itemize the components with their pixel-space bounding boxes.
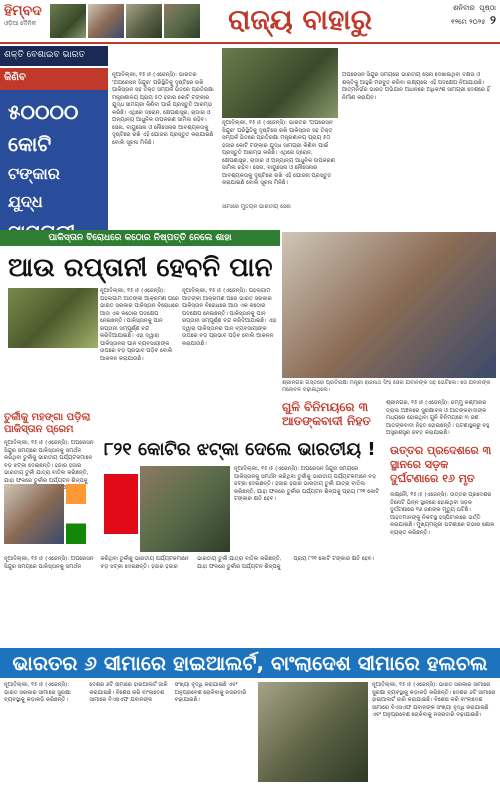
section-title: ରାଜ୍ୟ ବାହାରୁ xyxy=(228,3,372,36)
border-alert-headline: ଭାରତର ୬ ସୀମାରେ ହାଇଆଲର୍ଟ, ବାଂଲାଦେଶ ସୀମାରେ ହଲଚଲ xyxy=(0,648,500,678)
rajnath-photo-caption: ଶ୍ରୀନଗର ଗସ୍ତରେ ପ୍ରତିରକ୍ଷା ମନ୍ତ୍ରୀ ରାଜନାଥ ସିଂହ ସେନା ଯବାନଙ୍କ ସହ ଭେଟିଲେ। ସେ ଯବାନଙ୍କ ମନୋବଳ ବଢ଼ାଇଥିଲେ। xyxy=(282,380,491,393)
masthead-photo-strip xyxy=(50,4,200,38)
newspaper-logo[interactable] xyxy=(4,2,50,40)
lead-headline-block xyxy=(0,90,108,230)
army-photo xyxy=(222,48,338,118)
turkey-article-body: ନୂଆଦିଲ୍ଲୀ, ୧୫।୫ (ଏଜେନ୍ସି): ଅପରେସନ ସିନ୍ଦୁର ସମୟରେ ପାକିସ୍ତାନକୁ ସମର୍ଥନ କରିଥିବା ତୁର୍କୀକୁ ଭାରତୀୟ ପର୍ଯ୍ୟଟକମାନେ ବଡ଼ ଝଟ୍କା ଦେଇଛନ୍ତି। ହଜାର ହଜାର ଭାରତୀୟ ତୁର୍କୀ ଯାତ୍ରା ବାତିଲ କରିଛନ୍ତି, ଯାହା ଫଳରେ ତୁର୍କୀର ପର୍ଯ୍ୟଟନ ଶିଳ୍ପକୁ ପ୍ରାୟ ୮୨୧ କୋଟି ଟଙ୍କାର କ୍ଷତି ହେବ। xyxy=(234,466,380,502)
bsf-soldiers-photo xyxy=(258,682,368,782)
encounter-article-body: ଶ୍ରୀନଗର, ୧୫।୫ (ଏଜେନ୍ସି): ଜମ୍ମୁ କଶ୍ମୀରର ତ୍ରାଲ ଅଞ୍ଚଳରେ ସୁରକ୍ଷାବଳ ଓ ଆତଙ୍କବାଦୀଙ୍କ ମଧ୍ୟରେ ହୋଇଥିବା ଗୁଳି ବିନିମୟରେ ୩ ଜଣ ଆତଙ୍କବାଦୀ ନିହତ ହୋଇଛନ୍ତି। ଘଟଣାସ୍ଥଳରୁ ବହୁ ଅସ୍ତ୍ରଶସ୍ତ୍ର ଜବତ କରାଯାଇଛି। xyxy=(386,400,490,436)
lead-headline-line: ଟଙ୍କାର ଯୁଦ୍ଧ xyxy=(8,164,60,211)
page-label: ପୃଷ୍ଠା xyxy=(479,4,496,12)
india-flag-icon xyxy=(66,484,86,544)
logo-text: ହିମ୍ବଦ xyxy=(4,3,42,19)
paan-article-body: ନୂଆଦିଲ୍ଲୀ, ୧୫।୫ (ଏଜେନ୍ସି): ପହଲଗାମ ଆତଙ୍କୀ ଆକ୍ରମଣ ପରେ ଭାରତ ସରକାର ପାକିସ୍ତାନ ବିରୋଧରେ ଆଉ ଏକ କଠୋର ପଦକ୍ଷେପ ନେଇଛନ୍ତି। ପାକିସ୍ତାନକୁ ପାନ ରପ୍ତାନୀ ସମ୍ପୂର୍ଣ୍ଣ ବନ୍ଦ କରିଦିଆଯାଇଛି। ଏହା ଦ୍ୱାରା ପାକିସ୍ତାନର ପାନ ବ୍ୟବସାୟୀଙ୍କ ଉପରେ ବଡ଼ ପ୍ରଭାବ ପଡ଼ିବ ବୋଲି ଆକଳନ କରାଯାଉଛି। xyxy=(100,288,179,362)
lead-headline-line: ୫୦୦୦୦ xyxy=(8,100,79,124)
up-accident-headline: ଉତ୍ତର ପ୍ରଦେଶରେ ୩ ସ୍ଥାନରେ ସଡ଼କ ଦୁର୍ଘଟଣାରେ ୧୬ ମୃତ xyxy=(390,444,492,485)
masthead-photo xyxy=(88,4,124,38)
lead-headline-line: କୋଟି xyxy=(8,132,52,156)
erdogan-photo xyxy=(140,466,230,552)
lead-article-body: ନୂଆଦିଲ୍ଲୀ, ୧୫।୫ (ଏଜେନ୍ସି): ଭାରତର 'ଅପରେସନ ସିନ୍ଦୁର' ପରିସ୍ଥିତିକୁ ଦୃଷ୍ଟିରେ ରଖି ପାକିସ୍ତାନ ସହ ତିକ୍ତ ସମ୍ପର୍କ ଭିତରେ ପ୍ରତିରକ୍ଷା ମନ୍ତ୍ରଣାଳୟ ପ୍ରାୟ ୫୦ ହଜାର କୋଟି ଟଙ୍କାର ଯୁଦ୍ଧ ସାମଗ୍ରୀ କିଣିବା ପାଇଁ ପ୍ରସ୍ତୁତି ଆରମ୍ଭ କରିଛି। ଏଥିରେ ଡ୍ରୋନ, କ୍ଷେପଣାସ୍ତ୍ର, ରାଡାର ଓ ଅନ୍ୟାନ୍ୟ ଆଧୁନିକ ଉପକରଣ ସାମିଲ ରହିବ। ସେନା, ବାୟୁସେନା ଓ ନୌସେନାର ଆବଶ୍ୟକତାକୁ ଦୃଷ୍ଟିରେ ରଖି ଏହି ଯୋଜନା ପ୍ରସ୍ତୁତ କରାଯାଇଛି ବୋଲି ସୂଚନା ମିଳିଛି। xyxy=(112,72,214,146)
paan-leaf-photo xyxy=(8,288,98,348)
masthead xyxy=(0,0,500,44)
masthead-photo xyxy=(164,4,200,38)
turkey-headline: ୮୨୧ କୋଟିର ଝଟ୍କା ଦେଲେ ଭାରତୀୟ ! xyxy=(104,439,376,460)
turkey-article-body-columns: ନୂଆଦିଲ୍ଲୀ, ୧୫।୫ (ଏଜେନ୍ସି): ଅପରେସନ ସିନ୍ଦୁର ସମୟରେ ପାକିସ୍ତାନକୁ ସମର୍ଥନ କରିଥିବା ତୁର୍କୀକୁ ଭାରତୀୟ ପର୍ଯ୍ୟଟକମାନେ ବଡ଼ ଝଟ୍କା ଦେଇଛନ୍ତି। ହଜାର ହଜାର ଭାରତୀୟ ତୁର୍କୀ ଯାତ୍ରା ବାତିଲ କରିଛନ୍ତି, ଯାହା ଫଳରେ ତୁର୍କୀର ପର୍ଯ୍ୟଟନ ଶିଳ୍ପକୁ ପ୍ରାୟ ୮୨୧ କୋଟି ଟଙ୍କାର କ୍ଷତି ହେବ। xyxy=(4,556,375,570)
turkey-intro: ନୂଆଦିଲ୍ଲୀ, ୧୫।୫ (ଏଜେନ୍ସି): ଅପରେସନ ସିନ୍ଦୁର ସମୟରେ ପାକିସ୍ତାନକୁ ସମର୍ଥନ କରିଥିବା ତୁର୍କୀକୁ ଭାରତୀୟ ପର୍ଯ୍ୟଟକମାନେ ବଡ଼ ଝଟ୍କା ଦେଇଛନ୍ତି। ହଜାର ହଜାର ଭାରତୀୟ ତୁର୍କୀ ଯାତ୍ରା ବାତିଲ କରିଛନ୍ତି, ଯାହା ଫଳରେ ତୁର୍କୀର ପର୍ଯ୍ୟଟନ ଶିଳ୍ପକୁ xyxy=(4,440,94,484)
edition-day: ଶନିବାର xyxy=(453,4,475,12)
encounter-headline: ଗୁଳି ବିନିମୟରେ ୩ ଆତଙ୍କବାଦୀ ନିହତ xyxy=(282,400,371,428)
turkey-kicker: ତୁର୍କୀକୁ ମହଙ୍ଗା ପଡ଼ିଲା ପାକିସ୍ତାନ ପ୍ରେମ xyxy=(4,412,91,435)
paan-kicker: ପାକିସ୍ତାନ ବିରୋଧରେ କଠୋର ନିଷ୍ପତ୍ତି ନେଲେ ଶାହା xyxy=(0,230,280,246)
logo-subtitle: ଓଡ଼ିଆ ଦୈନିକ xyxy=(4,20,36,27)
page-number: ୨ xyxy=(490,13,496,27)
lead-headline-top: କିଣିବ xyxy=(0,68,108,90)
up-accident-body: ଲକ୍ଷ୍ନୌ, ୧୫।୫ (ଏଜେନ୍ସି): ଉତ୍ତର ପ୍ରଦେଶର ତିନୋଟି ଭିନ୍ନ ସ୍ଥାନରେ ହୋଇଥିବା ସଡ଼କ ଦୁର୍ଘଟଣାରେ ୧୬ ଜଣଙ୍କ ମୃତ୍ୟୁ ଘଟିଛି। ଆହତମାନଙ୍କୁ ନିକଟସ୍ଥ ହସ୍ପିଟାଲରେ ଭର୍ତ୍ତି କରାଯାଇଛି। ମୁଖ୍ୟମନ୍ତ୍ରୀ ଘଟଣାରେ ଗଭୀର ଶୋକ ବ୍ୟକ୍ତ କରିଛନ୍ତି। xyxy=(390,492,495,536)
rajnath-soldiers-photo xyxy=(282,232,496,378)
border-article-body-right: ନୂଆଦିଲ୍ଲୀ, ୧୫।୫ (ଏଜେନ୍ସି): ଭାରତ ସରକାର ସୀମାରେ ସୁରକ୍ଷା ବ୍ୟବସ୍ଥାକୁ କଡ଼ାକଡ଼ି କରିଛନ୍ତି। ଦେଶର ୬ଟି ସୀମାରେ ହାଇଆଲର୍ଟ ଜାରି କରାଯାଇଛି। ବିଶେଷ କରି ବାଂଲାଦେଶ ସୀମାରେ ବିଏସଏଫ ଯବାନଙ୍କ ସଂଖ୍ୟା ବୃଦ୍ଧି କରାଯାଇଛି ଏବଂ ଅନୁପ୍ରବେଶ ରୋକିବାକୁ ନଜରଦାରି ବଢ଼ାଯାଇଛି। xyxy=(372,682,496,718)
masthead-photo xyxy=(50,4,86,38)
edition-info xyxy=(406,4,496,38)
edition-date: ୧୨ମେ ୨୦୨୫ xyxy=(451,18,486,26)
lead-kicker: ଶକ୍ତି ବେଶାଇବ ଭାରତ xyxy=(0,46,108,66)
masthead-photo xyxy=(126,4,162,38)
lead-photo-caption: ସୀମାରେ ମୁତୟନ ଭାରତୀୟ ସେନା xyxy=(222,204,291,210)
modi-photo xyxy=(4,484,64,544)
border-article-body: ନୂଆଦିଲ୍ଲୀ, ୧୫।୫ (ଏଜେନ୍ସି): ଭାରତ ସରକାର ସୀମାରେ ସୁରକ୍ଷା ବ୍ୟବସ୍ଥାକୁ କଡ଼ାକଡ଼ି କରିଛନ୍ତି। ଦେଶର ୬ଟି ସୀମାରେ ହାଇଆଲର୍ଟ ଜାରି କରାଯାଇଛି। ବିଶେଷ କରି ବାଂଲାଦେଶ ସୀମାରେ ବିଏସଏଫ ଯବାନଙ୍କ ସଂଖ୍ୟା ବୃଦ୍ଧି କରାଯାଇଛି ଏବଂ ଅନୁପ୍ରବେଶ ରୋକିବାକୁ ନଜରଦାରି ବଢ଼ାଯାଇଛି। xyxy=(4,682,247,703)
lead-article-body-2: ନୂଆଦିଲ୍ଲୀ, ୧୫।୫ (ଏଜେନ୍ସି): ଭାରତର 'ଅପରେସନ ସିନ୍ଦୁର' ପରିସ୍ଥିତିକୁ ଦୃଷ୍ଟିରେ ରଖି ପାକିସ୍ତାନ ସହ ତିକ୍ତ ସମ୍ପର୍କ ଭିତରେ ପ୍ରତିରକ୍ଷା ମନ୍ତ୍ରଣାଳୟ ପ୍ରାୟ ୫୦ ହଜାର କୋଟି ଟଙ୍କାର ଯୁଦ୍ଧ ସାମଗ୍ରୀ କିଣିବା ପାଇଁ ପ୍ରସ୍ତୁତି ଆରମ୍ଭ କରିଛି। ଏଥିରେ ଡ୍ରୋନ, କ୍ଷେପଣାସ୍ତ୍ର, ରାଡାର ଓ ଅନ୍ୟାନ୍ୟ ଆଧୁନିକ ଉପକରଣ ସାମିଲ ରହିବ। ସେନା, ବାୟୁସେନା ଓ ନୌସେନାର ଆବଶ୍ୟକତାକୁ ଦୃଷ୍ଟିରେ ରଖି ଏହି ଯୋଜନା ପ୍ରସ୍ତୁତ କରାଯାଇଛି ବୋଲି ସୂଚନା ମିଳିଛି। xyxy=(222,120,335,186)
lead-article-body-right: ଅପରେସନ ସିନ୍ଦୁର ସମୟରେ ଭାରତୀୟ ସେନା ଦେଖାଇଥିବା ଦକ୍ଷତା ଓ ଶକ୍ତିକୁ ଆହୁରି ମଜବୁତ କରିବା ଲକ୍ଷ୍ୟରେ ଏହି ପଦକ୍ଷେପ ନିଆଯାଉଛି। ଆତ୍ମନିର୍ଭର ଭାରତ ଅଭିଯାନ ଅଧୀନରେ ଅଧିକାଂଶ ସାମଗ୍ରୀ ଦେଶରେ ହିଁ ନିର୍ମାଣ କରାଯିବ। xyxy=(342,72,490,101)
turkey-flag-icon xyxy=(104,474,138,534)
paan-article-body-2: ନୂଆଦିଲ୍ଲୀ, ୧୫।୫ (ଏଜେନ୍ସି): ପହଲଗାମ ଆତଙ୍କୀ ଆକ୍ରମଣ ପରେ ଭାରତ ସରକାର ପାକିସ୍ତାନ ବିରୋଧରେ ଆଉ ଏକ କଠୋର ପଦକ୍ଷେପ ନେଇଛନ୍ତି। ପାକିସ୍ତାନକୁ ପାନ ରପ୍ତାନୀ ସମ୍ପୂର୍ଣ୍ଣ ବନ୍ଦ କରିଦିଆଯାଇଛି। ଏହା ଦ୍ୱାରା ପାକିସ୍ତାନର ପାନ ବ୍ୟବସାୟୀଙ୍କ ଉପରେ ବଡ଼ ପ୍ରଭାବ ପଡ଼ିବ ବୋଲି ଆକଳନ କରାଯାଉଛି। xyxy=(182,288,277,347)
paan-headline: ଆଉ ରପ୍ତାନୀ ହେବନି ପାନ xyxy=(8,253,273,283)
